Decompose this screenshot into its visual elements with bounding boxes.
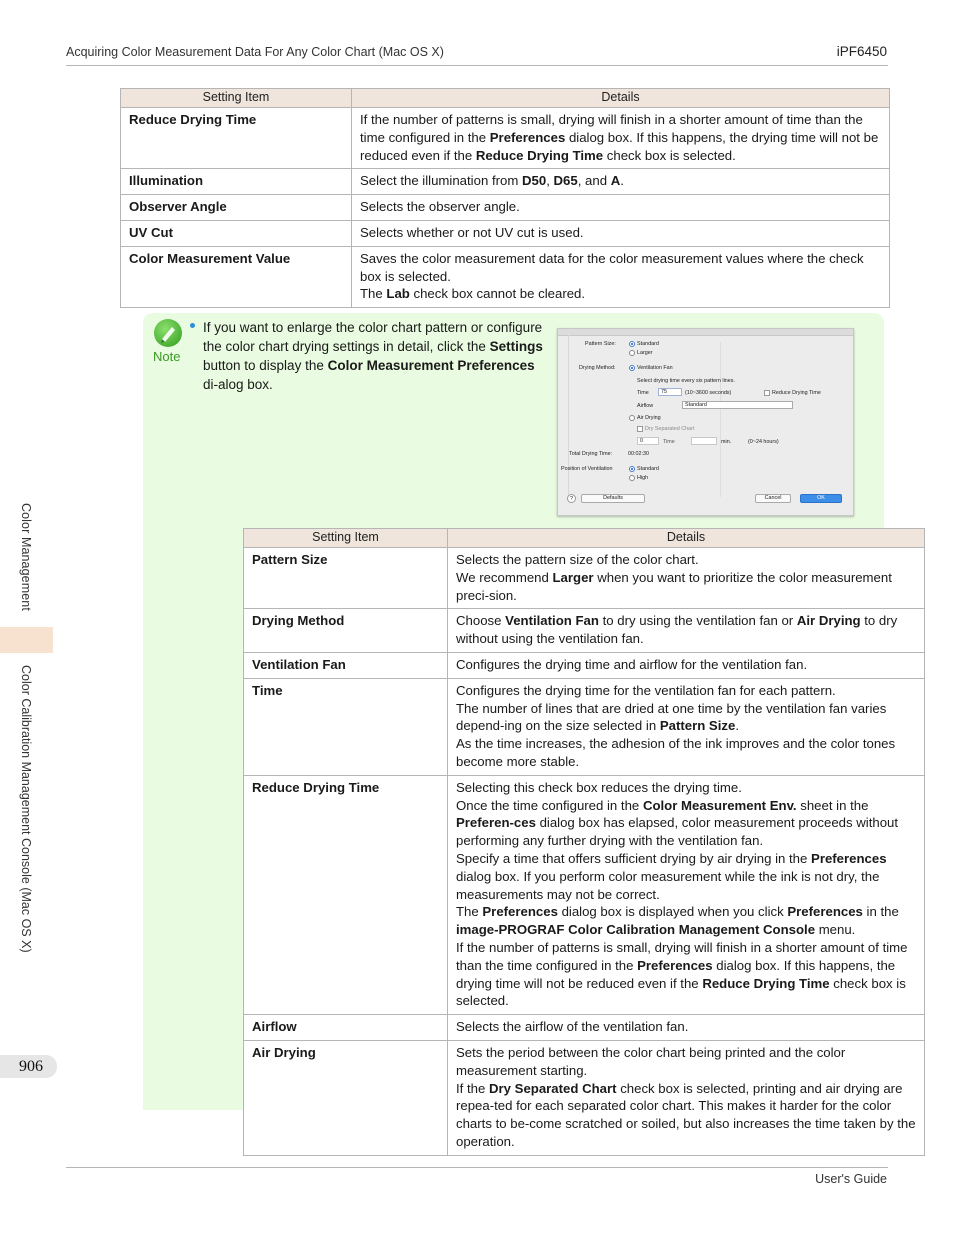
bold-term: image-PROGRAF Color Calibration Management Console	[456, 922, 816, 938]
bold-term: Preferences	[482, 904, 558, 920]
details-paragraph	[456, 850, 917, 903]
side-section-label: Color Management	[19, 503, 33, 611]
text-run: check box is selected.	[456, 975, 906, 1009]
table-row	[244, 775, 925, 1014]
bold-term: Color Measurement Preferences	[327, 358, 535, 373]
bold-term: Reduce Drying Time	[475, 147, 604, 163]
position-standard-label: Standard	[637, 466, 659, 472]
note-bullet	[190, 323, 195, 328]
cancel-button[interactable]: Cancel	[755, 494, 791, 503]
table-row	[244, 678, 925, 775]
fan-time-input[interactable]: 75	[658, 388, 682, 396]
settings-table-main	[120, 88, 890, 308]
text-run: check box is selected.	[603, 147, 736, 163]
setting-item-name: Reduce Drying Time	[244, 775, 448, 1014]
air-time-unit: min.	[721, 439, 732, 445]
setting-item-name: Observer Angle	[121, 195, 352, 221]
select-time-note: Select drying time every six pattern lines.	[637, 378, 735, 384]
reduce-drying-time-checkbox[interactable]	[764, 390, 770, 396]
details-paragraph	[456, 797, 917, 850]
text-run: Configures the drying time for the ventilation fan for each pattern.	[456, 682, 836, 698]
settings-table-dialog	[243, 528, 925, 1156]
setting-item-details	[352, 108, 890, 169]
setting-item-details	[448, 652, 925, 678]
bold-term: Dry Separated Chart	[489, 1080, 617, 1096]
air-time-range: (0~24 hours)	[748, 439, 779, 445]
bold-term: D50	[522, 173, 547, 189]
details-paragraph	[456, 551, 917, 569]
details-paragraph	[456, 1018, 917, 1036]
text-run: di-alog box.	[203, 377, 273, 392]
fan-time-label: Time	[637, 390, 649, 396]
setting-item-name: Time	[244, 678, 448, 775]
setting-item-name: Color Measurement Value	[121, 246, 352, 307]
details-paragraph	[456, 939, 917, 1010]
text-run: Select the illumination from	[360, 173, 522, 189]
bold-term: A	[610, 173, 621, 189]
text-run: , and	[577, 173, 611, 189]
total-drying-time-value: 00:02:30	[628, 451, 649, 457]
header-rule	[66, 65, 888, 66]
note-text	[203, 318, 543, 394]
position-high-radio[interactable]	[629, 475, 635, 481]
setting-item-details	[352, 195, 890, 221]
text-run: sheet in the	[796, 797, 869, 813]
text-run: button to display the	[203, 358, 328, 373]
details-paragraph	[456, 1044, 917, 1080]
running-header-title: Acquiring Color Measurement Data For Any Color Chart (Mac OS X)	[66, 45, 444, 59]
bold-term: D65	[553, 173, 578, 189]
pattern-size-label: Pattern Size:	[585, 341, 616, 347]
position-standard-radio[interactable]	[629, 466, 635, 472]
column-header-setting-item: Setting Item	[244, 529, 448, 548]
table-row	[244, 1040, 925, 1155]
drying-method-label: Drying Method:	[579, 365, 616, 371]
air-drying-label: Air Drying	[637, 415, 661, 421]
details-paragraph	[360, 111, 882, 164]
airflow-label: Airflow	[637, 403, 654, 409]
details-paragraph	[456, 903, 917, 939]
text-run: dialog box. If this happens, the drying time will not be reduced even if the	[360, 129, 879, 163]
air-time-input[interactable]: 0	[637, 437, 659, 445]
setting-item-name: Pattern Size	[244, 548, 448, 609]
note-pencil-icon	[154, 319, 182, 347]
text-run: Selecting this check box reduces the drying time.	[456, 779, 742, 795]
table-row	[121, 246, 890, 307]
text-run: Saves the color measurement data for the color measurement values where the check box is selected.	[360, 250, 864, 284]
bold-term: Settings	[489, 339, 543, 354]
details-paragraph	[360, 172, 882, 190]
column-header-details: Details	[352, 89, 890, 108]
text-run: to dry using the ventilation fan or	[598, 613, 797, 629]
side-chapter-label: Color Calibration Management Console (Mac OS X)	[19, 665, 33, 953]
text-run: As the time increases, the adhesion of the ink improves and the color tones become more stable.	[456, 736, 896, 769]
details-paragraph	[360, 250, 882, 286]
text-run: Choose	[456, 613, 506, 629]
footer-rule	[66, 1167, 888, 1168]
text-run: The	[456, 904, 483, 920]
bold-term: Color Measurement Env.	[642, 797, 797, 813]
bold-term: Air Drying	[796, 613, 861, 629]
text-run: Configures the drying time and airflow for the ventilation fan.	[456, 656, 808, 672]
details-paragraph	[360, 198, 882, 216]
table-row	[121, 169, 890, 195]
details-paragraph	[456, 1080, 917, 1151]
text-run: If the number of patterns is small, drying will finish in a shorter amount of time than the time configured in the	[456, 939, 908, 973]
dry-separated-chart-checkbox[interactable]	[637, 426, 643, 432]
help-button[interactable]: ?	[567, 494, 576, 503]
table-row	[244, 1015, 925, 1041]
table-row	[244, 609, 925, 653]
bold-term: Preferences	[637, 957, 713, 973]
text-run: .	[620, 173, 624, 189]
table-row	[121, 108, 890, 169]
air-time-value-input[interactable]	[691, 437, 717, 445]
text-run: dialog box. If this happens, the drying time will not be reduced even if the	[456, 957, 896, 991]
bold-term: Preferen-ces	[456, 815, 536, 831]
bold-term: Pattern Size	[659, 718, 736, 734]
pattern-size-larger-radio[interactable]	[629, 350, 635, 356]
pattern-size-standard-radio[interactable]	[629, 341, 635, 347]
text-run: The	[360, 286, 387, 302]
details-paragraph	[456, 656, 917, 674]
total-drying-time-label: Total Drying Time:	[569, 451, 613, 457]
column-header-details: Details	[448, 529, 925, 548]
setting-item-details	[448, 678, 925, 775]
bold-term: Larger	[552, 569, 594, 585]
text-run: Selects the observer angle.	[360, 199, 520, 215]
bold-term: Preferences	[811, 850, 887, 866]
text-run: menu.	[815, 922, 856, 938]
table-row	[244, 652, 925, 678]
details-paragraph	[360, 285, 882, 303]
text-run: Selects the pattern size of the color chart.	[456, 552, 699, 567]
airflow-select[interactable]: Standard	[682, 401, 793, 409]
bold-term: Ventilation Fan	[505, 613, 599, 629]
text-run: The number of lines that are dried at one time by the ventilation fan varies depend-ing on the size selected in	[456, 700, 887, 734]
text-run: If the number of patterns is small, drying will finish in a shorter amount of time than the time configured in the	[360, 112, 863, 145]
details-paragraph	[360, 224, 882, 242]
ventilation-fan-radio[interactable]	[629, 365, 635, 371]
setting-item-details	[448, 1015, 925, 1041]
setting-item-name: Reduce Drying Time	[121, 108, 352, 169]
text-run: Selects the airflow of the ventilation fan.	[456, 1019, 689, 1035]
text-run: dialog box has elapsed, color measurement proceeds without performing any further drying with the ventilation fan.	[456, 815, 899, 849]
dialog-background-pane	[568, 335, 854, 501]
text-run: .	[735, 718, 739, 734]
setting-item-name: Airflow	[244, 1015, 448, 1041]
text-run: dialog box is displayed when you click	[557, 904, 788, 920]
setting-item-name: Ventilation Fan	[244, 652, 448, 678]
side-section-marker	[0, 627, 53, 653]
details-paragraph	[456, 569, 917, 605]
bold-term: Reduce Drying Time	[702, 975, 830, 991]
setting-item-details	[448, 775, 925, 1014]
setting-item-name: Air Drying	[244, 1040, 448, 1155]
setting-item-name: Drying Method	[244, 609, 448, 653]
color-measurement-preferences-dialog	[557, 328, 854, 516]
note-label: Note	[153, 349, 181, 364]
page-number: 906	[0, 1055, 57, 1078]
text-run: dialog box. If you perform color measurement while the ink is not dry, the measurements may not be correct.	[456, 868, 880, 902]
footer-guide-title: User's Guide	[815, 1172, 887, 1186]
text-run: ,	[546, 173, 554, 189]
air-drying-radio[interactable]	[629, 415, 635, 421]
details-paragraph	[456, 682, 917, 700]
text-run: check box is selected, printing and air drying are repea-ted for each separated color chart. This makes it harder for the color charts to be-come scratched or soiled, but also increases the time taken by the operation.	[456, 1080, 916, 1149]
details-paragraph	[456, 612, 917, 648]
pattern-size-larger-label: Larger	[637, 350, 653, 356]
text-run: If you want to enlarge the color chart pattern or configure the color chart drying settings in detail, click the	[203, 320, 543, 354]
setting-item-details	[448, 609, 925, 653]
setting-item-details	[448, 548, 925, 609]
text-run: check box cannot be cleared.	[409, 286, 586, 302]
pattern-size-standard-label: Standard	[637, 341, 659, 347]
running-header-model: iPF6450	[836, 44, 887, 59]
table-row	[121, 220, 890, 246]
dialog-divider	[720, 342, 721, 497]
details-paragraph	[456, 700, 917, 736]
text-run: Sets the period between the color chart being printed and the color measurement starting.	[456, 1044, 846, 1078]
ok-button[interactable]: OK	[800, 494, 842, 503]
position-high-label: High	[637, 475, 649, 481]
text-run: to dry without using the ventilation fan.	[456, 613, 898, 647]
setting-item-details	[352, 169, 890, 195]
setting-item-details	[352, 246, 890, 307]
bold-term: Preferences	[489, 129, 566, 145]
table-row	[121, 195, 890, 221]
text-run: when you want to prioritize the color measurement preci-sion.	[456, 569, 892, 603]
setting-item-details	[448, 1040, 925, 1155]
table-row	[244, 548, 925, 609]
fan-time-range: (10~3600 seconds)	[685, 390, 732, 396]
bold-term: Preferences	[787, 904, 863, 920]
air-time-label: Time	[663, 439, 675, 445]
text-run: Once the time configured in the	[456, 797, 643, 813]
reduce-drying-time-label: Reduce Drying Time	[772, 390, 821, 396]
text-run: in the	[862, 904, 899, 920]
text-run: Selects whether or not UV cut is used.	[360, 224, 584, 240]
text-run: If the	[456, 1080, 489, 1096]
dry-separated-chart-label: Dry Separated Chart	[645, 426, 695, 432]
setting-item-name: UV Cut	[121, 220, 352, 246]
details-paragraph	[456, 735, 917, 771]
bold-term: Lab	[386, 286, 410, 302]
text-run: We recommend	[456, 569, 553, 585]
position-of-ventilation-label: Position of Ventilation	[561, 466, 613, 472]
defaults-button[interactable]: Defaults	[581, 494, 645, 503]
setting-item-name: Illumination	[121, 169, 352, 195]
text-run: Specify a time that offers sufficient drying by air drying in the	[456, 850, 812, 866]
ventilation-fan-label: Ventilation Fan	[637, 365, 673, 371]
column-header-setting-item: Setting Item	[121, 89, 352, 108]
details-paragraph	[456, 779, 917, 797]
setting-item-details	[352, 220, 890, 246]
